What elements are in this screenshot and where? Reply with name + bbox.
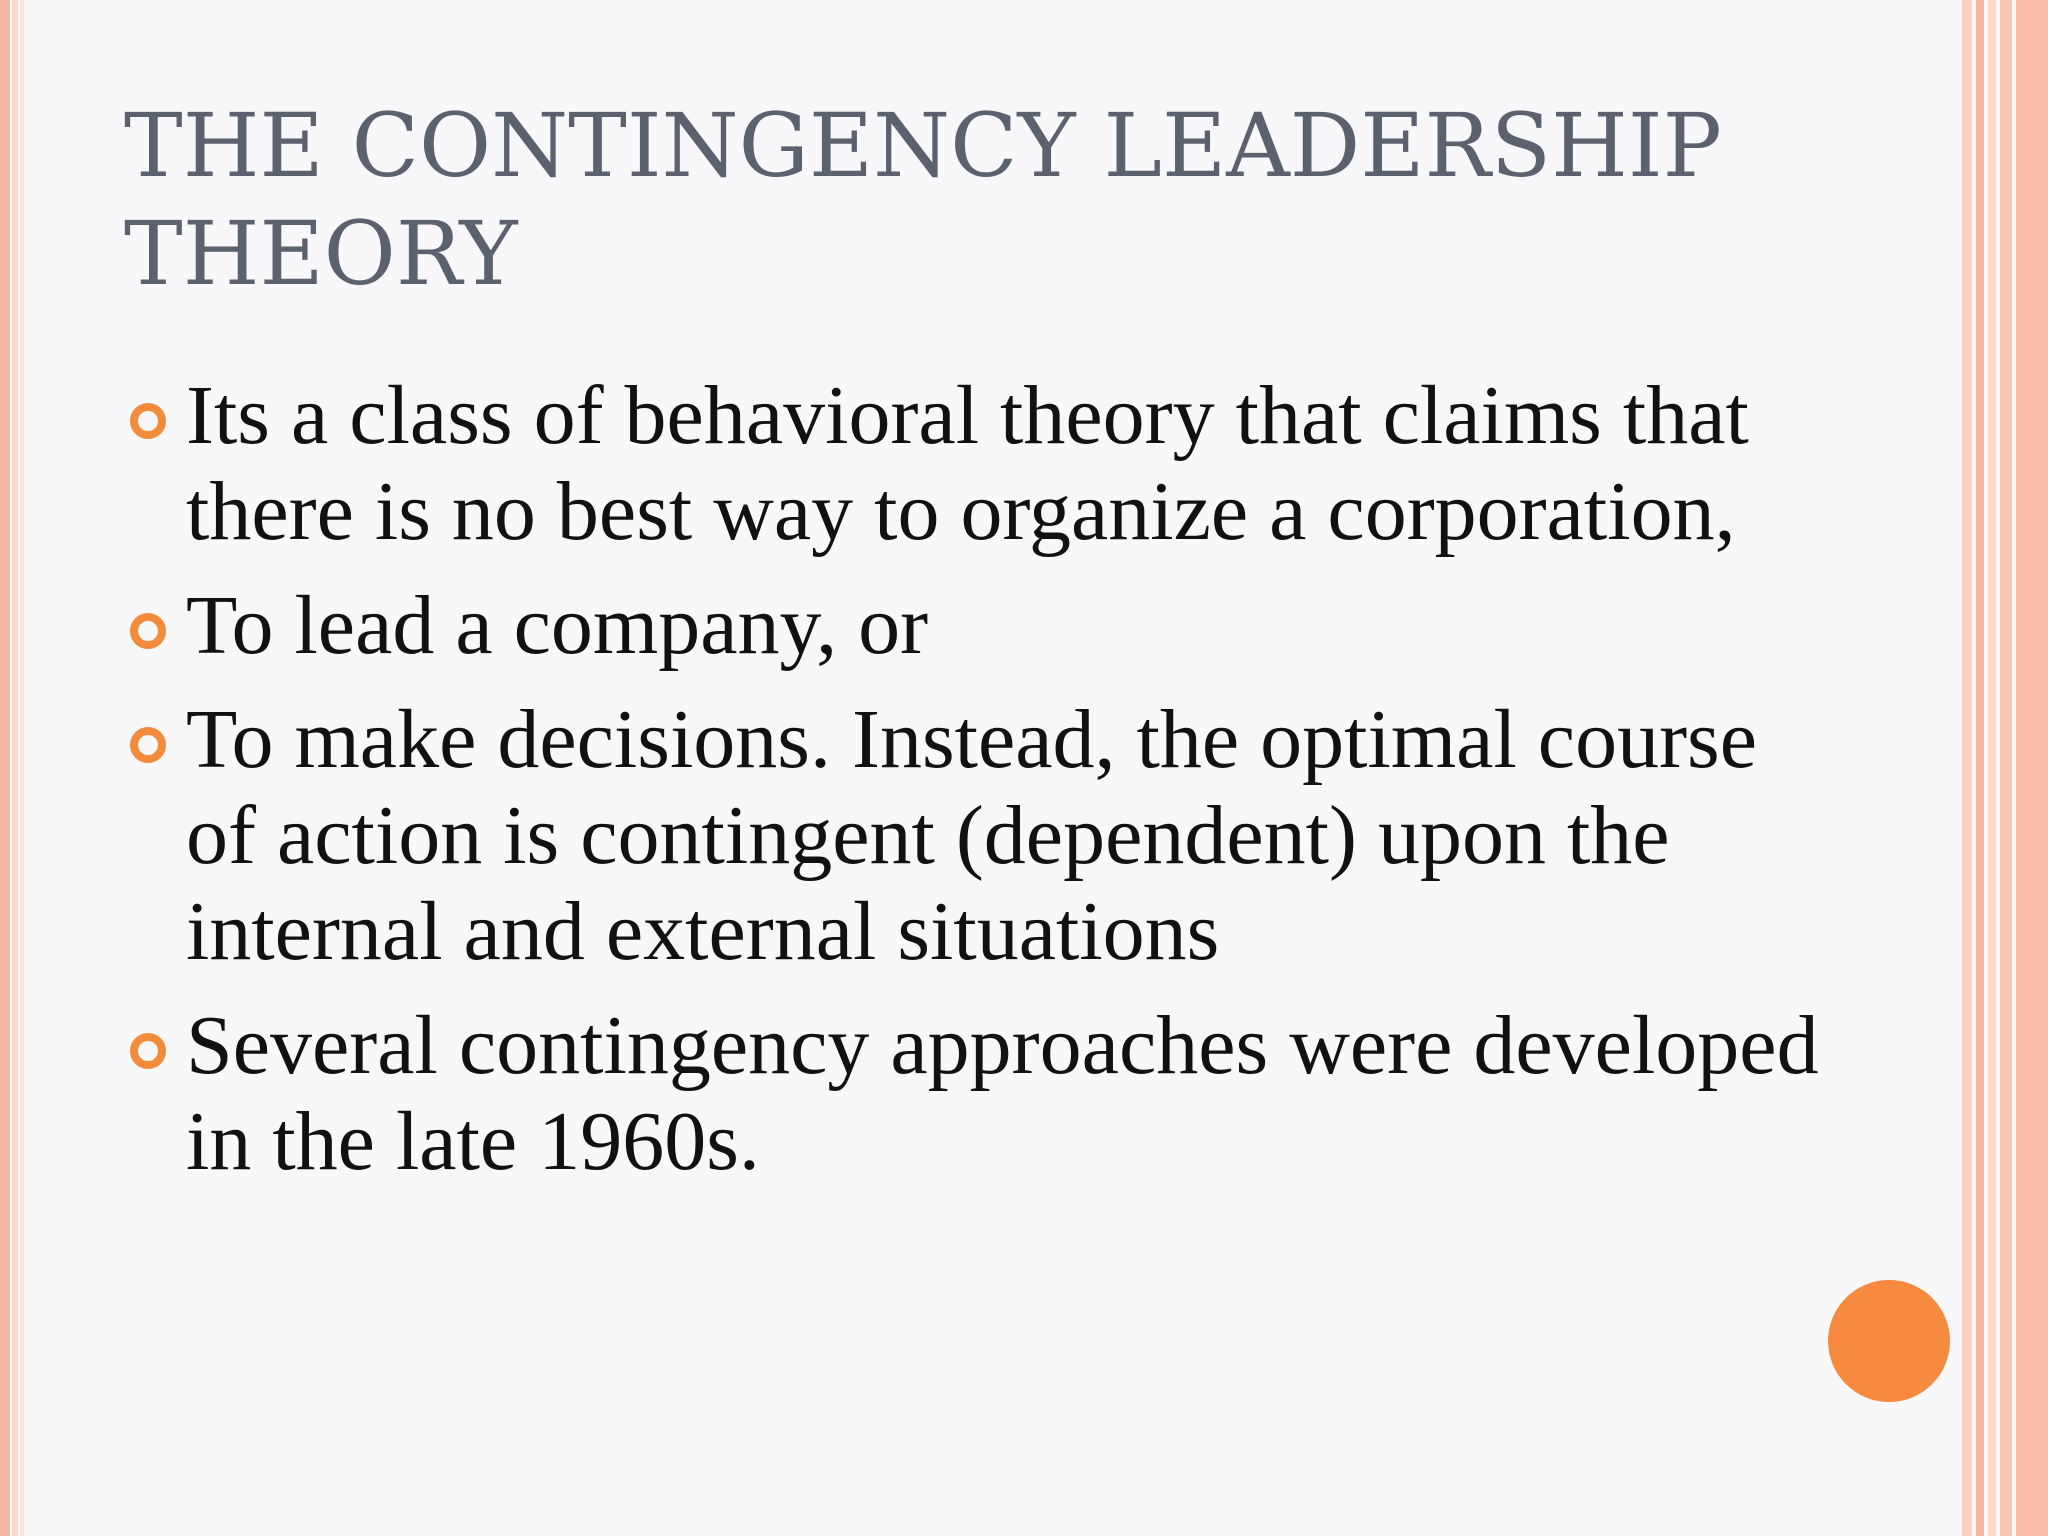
bullet-list: [124, 368, 1824, 1208]
decorative-orange-circle: [1828, 1280, 1950, 1402]
bullet-text: Several contingency approaches were developed in the late 1960s.: [186, 999, 1819, 1188]
bullet-item: [124, 692, 1824, 980]
bullet-item: [124, 368, 1824, 560]
bullet-item: [124, 578, 1824, 674]
ring-bullet-icon: [130, 613, 166, 649]
bullet-item: [124, 998, 1824, 1190]
right-border-stripe: [1976, 0, 1984, 1536]
left-border-stripe: [0, 0, 10, 1536]
ring-bullet-icon: [130, 727, 166, 763]
bullet-text: To lead a company, or: [186, 579, 929, 672]
ring-bullet-icon: [130, 1033, 166, 1069]
right-border-stripe: [1962, 0, 1972, 1536]
bullet-text: To make decisions. Instead, the optimal course of action is contingent (dependent) upon the internal and external situations: [186, 693, 1758, 978]
ring-bullet-icon: [130, 403, 166, 439]
left-border-stripe: [20, 0, 24, 1536]
right-border-stripe: [2000, 0, 2012, 1536]
bullet-text: Its a class of behavioral theory that claims that there is no best way to organize a corporation,: [186, 369, 1749, 558]
right-border-stripe: [1988, 0, 1996, 1536]
slide-title: THE CONTINGENCY LEADERSHIP THEORY: [124, 94, 1722, 305]
right-border-stripe: [2016, 0, 2048, 1536]
left-border-stripe: [12, 0, 18, 1536]
